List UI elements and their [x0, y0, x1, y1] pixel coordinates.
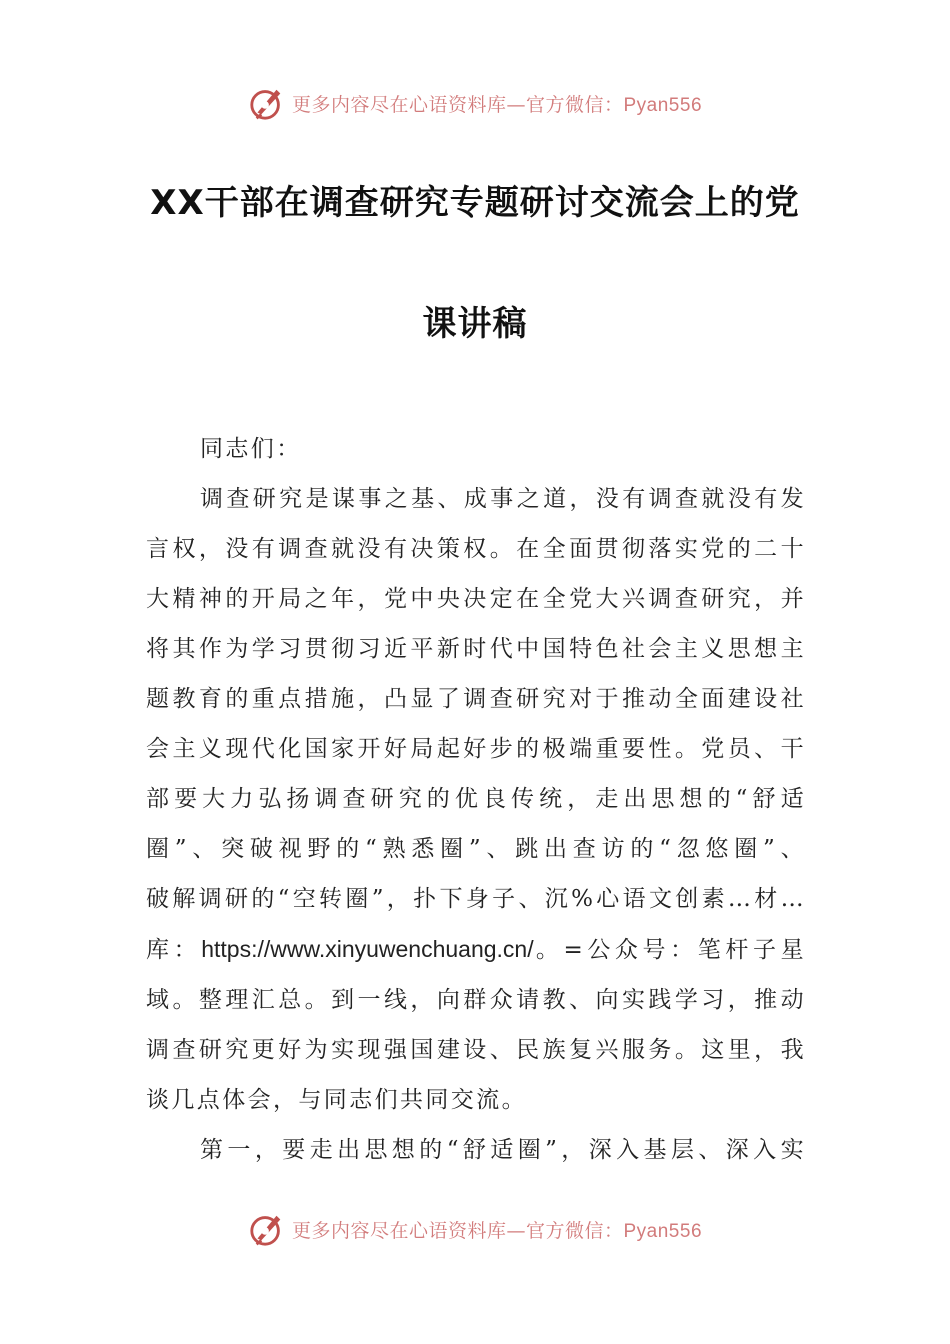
body-line: 第一，要走出思想的“舒适圈”，深入基层、深入实	[200, 1137, 806, 1163]
body-line: 谈几点体会，与同志们共同交流。	[146, 1087, 527, 1113]
banner-text: 更多内容尽在心语资料库—官方微信：Pyan556	[291, 93, 703, 116]
body-line-url: 库：https://www.xinyuwenchuang.cn/。=公众号：笔杆子星	[146, 936, 806, 963]
body-line: 题教育的重点措施，凸显了调查研究对于推动全面建设社	[146, 686, 806, 712]
document-title-line-1: XX干部在调查研究专题研讨交流会上的党	[150, 183, 800, 223]
banner-text: 更多内容尽在心语资料库—官方微信：Pyan556	[291, 1219, 703, 1242]
wechat-id: Pyan556	[623, 94, 703, 116]
quill-logo-icon	[248, 1210, 286, 1248]
body-line: 域。整理汇总。到一线，向群众请教、向实践学习，推动	[146, 987, 806, 1013]
source-url-link[interactable]: https://www.xinyuwenchuang.cn/	[201, 936, 534, 962]
quill-logo-icon	[248, 84, 286, 122]
document-body	[146, 424, 806, 1175]
body-line: 调查研究更好为实现强国建设、民族复兴服务。这里，我	[146, 1037, 806, 1063]
body-line: 圈”、突破视野的“熟悉圈”、跳出查访的“忽悠圈”、	[146, 836, 806, 862]
body-line: 破解调研的“空转圈”，扑下身子、沉%心语文创素…材…	[146, 886, 806, 912]
header-banner	[0, 83, 950, 123]
body-line: 大精神的开局之年，党中央决定在全党大兴调查研究，并	[146, 586, 806, 612]
salutation: 同志们：	[200, 436, 302, 462]
body-line: 言权，没有调查就没有决策权。在全面贯彻落实党的二十	[146, 536, 806, 562]
body-line: 将其作为学习贯彻习近平新时代中国特色社会主义思想主	[146, 636, 806, 662]
document-title-line-2: 课讲稿	[422, 304, 528, 344]
body-line: 部要大力弘扬调查研究的优良传统，走出思想的“舒适	[146, 786, 806, 812]
body-line: 会主义现代化国家开好局起好步的极端重要性。党员、干	[146, 736, 806, 762]
wechat-id: Pyan556	[623, 1220, 703, 1242]
body-line: 调查研究是谋事之基、成事之道，没有调查就没有发	[200, 486, 806, 512]
footer-banner	[0, 1209, 950, 1249]
